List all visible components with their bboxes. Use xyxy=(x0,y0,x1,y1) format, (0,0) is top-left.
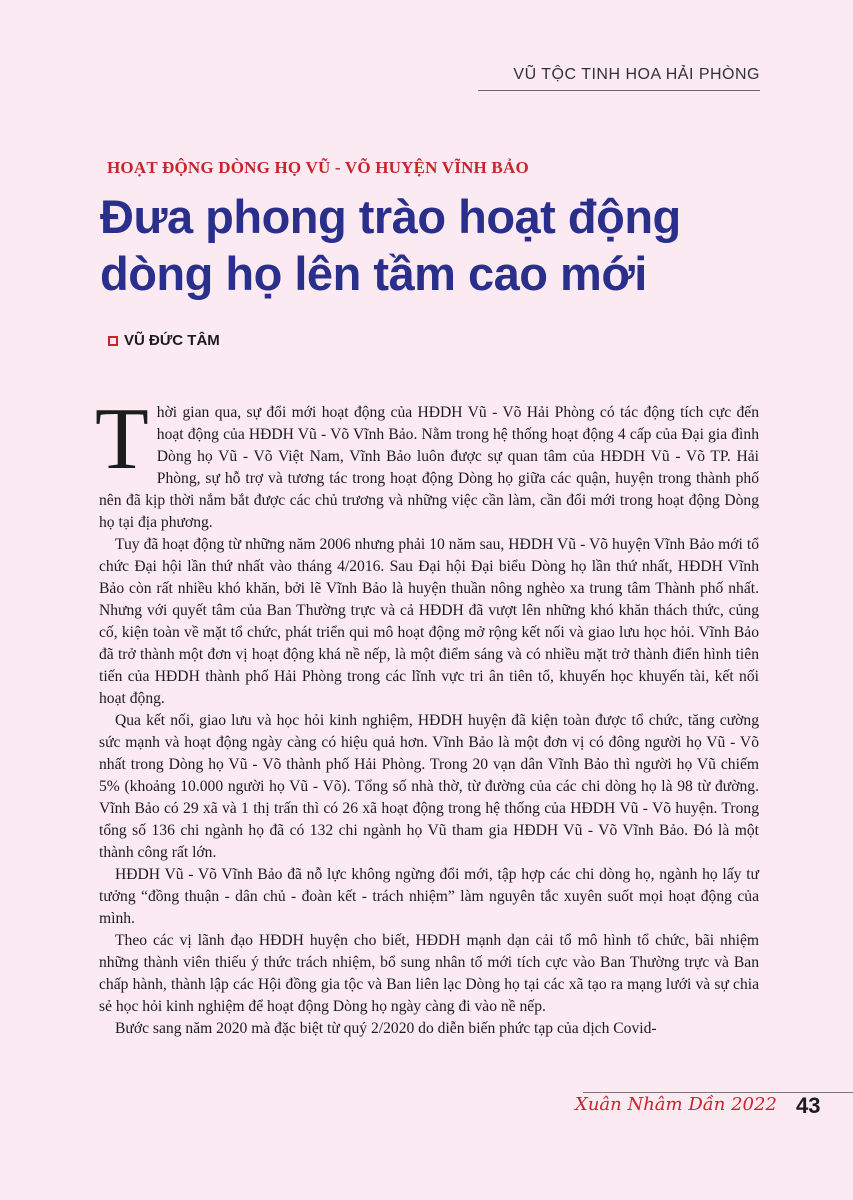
article-kicker: HOẠT ĐỘNG DÒNG HỌ VŨ - VÕ HUYỆN VĨNH BẢO xyxy=(107,158,529,177)
author-name: VŨ ĐỨC TÂM xyxy=(124,332,220,349)
checkbox-square-icon xyxy=(108,336,118,346)
paragraph-4: HĐDH Vũ - Võ Vĩnh Bảo đã nỗ lực không ngừng đổi mới, tập hợp các chi dòng họ, ngành họ lấy tư tưởng “đồng thuận - dân chủ - đoàn kết - trách nhiệm” làm nguyên tắc xuyên suốt mọi hoạt động của mình. xyxy=(99,866,759,927)
header-rule xyxy=(478,90,760,91)
article-title xyxy=(100,188,740,302)
page-number: 43 xyxy=(796,1093,821,1118)
paragraph-3: Qua kết nối, giao lưu và học hỏi kinh nghiệm, HĐDH huyện đã kiện toàn được tổ chức, tăng cường sức mạnh và hoạt động ngày càng có hiệu quả hơn. Vĩnh Bảo là một đơn vị có đông người họ Vũ - Võ nhất trong Dòng họ Vũ - Võ thành phố Hải Phòng. Trong 20 vạn dân Vĩnh Bảo thì người họ Vũ chiếm 5% (khoảng 10.000 người họ Vũ - Võ). Tổng số nhà thờ, từ đường của các chi dòng họ là 98 từ đường. Vĩnh Bảo có 29 xã và 1 thị trấn thì có 26 xã hoạt động trong hệ thống của HĐDH Vũ - Võ huyện. Trong tổng số 136 chi ngành họ đã có 132 chi ngành họ Vũ tham gia HĐDH Vũ - Võ Vĩnh Bảo. Đó là một thành công rất lớn. xyxy=(99,712,759,861)
issue-label: Xuân Nhâm Dần 2022 xyxy=(575,1094,777,1115)
paragraph-5: Theo các vị lãnh đạo HĐDH huyện cho biết, HĐDH mạnh dạn cải tổ mô hình tổ chức, bãi nhiệm những thành viên thiếu ý thức trách nhiệm, bổ sung nhân tố mới tích cực vào Ban Thường trực và Ban chấp hành, thành lập các Hội đồng gia tộc và Ban liên lạc Dòng họ tại các xã tạo ra mạng lưới và sự chia sẻ học hỏi kinh nghiệm để hoạt động Dòng họ ngày càng đi vào nề nếp. xyxy=(99,932,759,1015)
drop-cap: T xyxy=(95,391,149,488)
title-line-1: Đưa phong trào hoạt động xyxy=(100,190,681,243)
paragraph-2: Tuy đã hoạt động từ những năm 2006 nhưng phải 10 năm sau, HĐDH Vũ - Võ huyện Vĩnh Bảo mới tổ chức Đại hội lần thứ nhất vào tháng 4/2016. Sau Đại hội Đại biểu Dòng họ lần thứ nhất, HĐDH Vĩnh Bảo còn rất nhiều khó khăn, bởi lẽ Vĩnh Bảo là huyện thuần nông nghèo xa trung tâm Thành phố nhất. Nhưng với quyết tâm của Ban Thường trực và cả HĐDH đã vượt lên những khó khăn thách thức, củng cố, kiện toàn về mặt tổ chức, phát triển qui mô hoạt động mở rộng kết nối và giao lưu học hỏi. Vĩnh Bảo đã trở thành một đơn vị hoạt động khá nề nếp, là một điểm sáng và có nhiều mặt trở thành điển hình tiên tiến của HĐDH thành phố Hải Phòng trong các lĩnh vực tri ân tiên tổ, khuyến học khuyến tài, kết nối hoạt động. xyxy=(99,536,759,707)
article-body xyxy=(95,391,759,1040)
author-byline xyxy=(108,332,220,349)
title-line-2: dòng họ lên tầm cao mới xyxy=(100,247,647,300)
paragraph-6: Bước sang năm 2020 mà đặc biệt từ quý 2/2020 do diễn biến phức tạp của dịch Covid- xyxy=(115,1020,657,1037)
paragraph-text: hời gian qua, sự đổi mới hoạt động của HĐDH Vũ - Võ Hải Phòng có tác động tích cực đến hoạt động của HĐDH Vũ - Võ Vĩnh Bảo. Nằm trong hệ thống hoạt động 4 cấp của Đại gia đình Dòng họ Vũ - Võ Việt Nam, Vĩnh Bảo luôn được sự quan tâm của HĐDH Vũ - Võ TP. Hải Phòng, sự hỗ trợ và tương tác trong hoạt động Dòng họ giữa các quận, huyện trong thành phố nên đã kịp thời nắm bắt được các chủ trương và những việc cần làm, cần đổi mới trong hoạt động Dòng họ tại địa phương. xyxy=(99,404,759,531)
paragraph-1 xyxy=(95,391,759,534)
running-header: VŨ TỘC TINH HOA HẢI PHÒNG xyxy=(513,66,760,83)
